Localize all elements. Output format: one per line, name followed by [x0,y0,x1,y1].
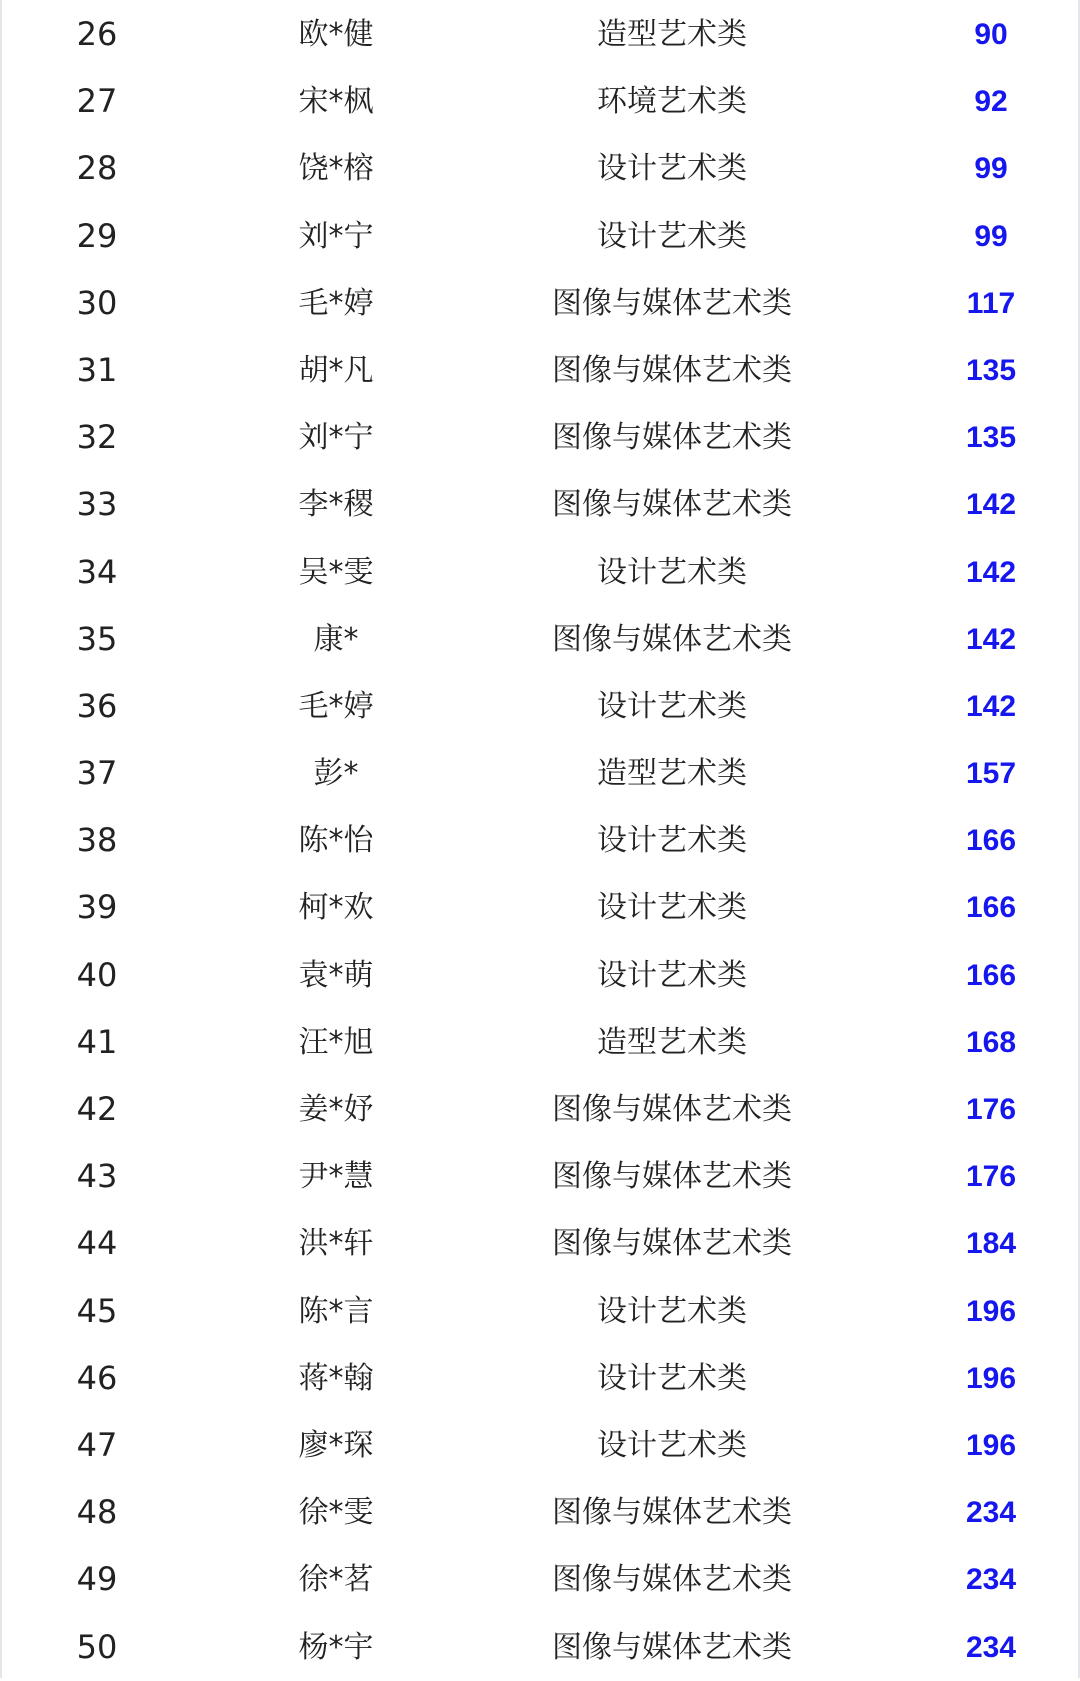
student-name-cell: 康* [313,621,359,657]
row-number-cell: 27 [76,82,118,121]
table-row [0,1412,1080,1479]
number-cell: 117 [966,286,1016,320]
student-name-cell: 柯*欢 [298,890,374,926]
row-number-cell: 35 [76,619,118,658]
category-cell: 造型艺术类 [597,1024,747,1060]
student-name-cell: 欧*健 [298,17,374,52]
row-number-cell: 43 [76,1157,118,1196]
row-number-cell: 29 [76,216,118,255]
number-cell: 166 [965,824,1017,858]
number-cell: 234 [965,1563,1017,1597]
row-number-cell: 45 [76,1291,118,1330]
table-row [0,1479,1080,1546]
row-number-cell: 50 [76,1627,118,1666]
row-number-cell: 48 [76,1493,118,1532]
student-name-cell: 陈*怡 [298,823,374,859]
row-number-cell: 31 [76,350,118,389]
student-name-cell: 胡*凡 [298,352,374,388]
category-cell: 图像与媒体艺术类 [552,420,792,456]
student-name-cell: 毛*婷 [298,285,374,321]
student-name-cell: 宋*枫 [298,84,374,120]
category-cell: 设计艺术类 [597,890,747,926]
student-name-cell: 徐*茗 [298,1562,374,1598]
number-cell: 168 [965,1025,1017,1059]
category-cell: 造型艺术类 [597,756,747,792]
table-row [0,807,1080,874]
table-row [0,1614,1080,1681]
student-name-cell: 毛*婷 [298,688,374,724]
student-name-cell: 刘*宁 [298,420,374,456]
table-row [0,1143,1080,1210]
row-number-cell: 40 [76,955,118,994]
category-cell: 设计艺术类 [597,554,747,590]
category-cell: 图像与媒体艺术类 [552,352,792,388]
table-row [0,740,1080,807]
number-cell: 135 [965,421,1017,455]
table-row [0,874,1080,941]
row-number-cell: 36 [76,686,118,725]
category-cell: 图像与媒体艺术类 [552,1629,792,1665]
table-row [0,1546,1080,1613]
number-cell: 196 [965,1428,1017,1462]
row-number-cell: 32 [76,418,118,457]
row-number-cell: 47 [76,1425,118,1464]
table-row [0,673,1080,740]
student-name-cell: 洪*轩 [298,1226,374,1262]
row-number-cell: 42 [76,1090,118,1128]
table-row [0,1076,1080,1143]
category-cell: 图像与媒体艺术类 [552,1159,792,1195]
number-cell: 166 [965,891,1017,925]
table-row [0,1345,1080,1412]
number-cell: 99 [974,219,1008,253]
number-cell: 184 [965,1227,1017,1261]
student-name-cell: 彭* [313,756,359,792]
category-cell: 图像与媒体艺术类 [552,487,792,523]
table-row [0,68,1080,135]
number-cell: 135 [965,353,1017,387]
student-name-cell: 蒋*翰 [298,1360,374,1396]
number-cell: 234 [965,1630,1017,1664]
table-row [0,606,1080,673]
number-cell: 166 [965,958,1017,992]
category-cell: 设计艺术类 [597,1427,747,1463]
student-name-cell: 饶*榕 [298,151,374,187]
row-number-cell: 46 [76,1358,118,1397]
category-cell: 设计艺术类 [597,957,747,993]
row-number-cell: 26 [76,15,118,53]
row-number-cell: 33 [76,485,118,524]
student-name-cell: 袁*萌 [298,957,374,993]
table-row [0,203,1080,270]
row-number-cell: 34 [76,552,118,591]
row-number-cell: 38 [76,821,118,860]
ranking-table [0,1,1080,1681]
student-name-cell: 尹*慧 [298,1159,374,1195]
category-cell: 设计艺术类 [597,1293,747,1329]
category-cell: 图像与媒体艺术类 [552,621,792,657]
category-cell: 设计艺术类 [597,218,747,254]
number-cell: 99 [974,152,1008,186]
row-number-cell: 37 [76,754,118,793]
student-name-cell: 杨*宇 [298,1629,374,1665]
category-cell: 图像与媒体艺术类 [552,1495,792,1531]
table-row [0,471,1080,538]
number-cell: 142 [965,622,1017,656]
table-row [0,942,1080,1009]
category-cell: 环境艺术类 [597,84,747,120]
row-number-cell: 41 [76,1022,118,1061]
student-name-cell: 陈*言 [298,1293,374,1329]
category-cell: 设计艺术类 [597,1360,747,1396]
number-cell: 234 [965,1496,1017,1530]
student-name-cell: 李*稷 [298,487,374,523]
category-cell: 设计艺术类 [597,151,747,187]
row-number-cell: 30 [76,283,118,322]
category-cell: 图像与媒体艺术类 [552,1562,792,1598]
table-row [0,1278,1080,1345]
category-cell: 设计艺术类 [597,823,747,859]
table-row [0,1,1080,68]
row-number-cell: 39 [76,888,118,927]
student-name-cell: 廖*琛 [298,1427,374,1463]
number-cell: 142 [965,555,1017,589]
number-cell: 196 [965,1294,1017,1328]
number-cell: 196 [965,1361,1017,1395]
number-cell: 142 [965,689,1017,723]
category-cell: 设计艺术类 [597,688,747,724]
table-row [0,539,1080,606]
row-number-cell: 49 [76,1560,118,1599]
table-row [0,270,1080,337]
table-row [0,1210,1080,1277]
student-name-cell: 汪*旭 [298,1024,374,1060]
table-row [0,404,1080,471]
number-cell: 92 [974,85,1008,119]
category-cell: 图像与媒体艺术类 [552,1226,792,1262]
category-cell: 图像与媒体艺术类 [552,285,792,321]
number-cell: 176 [965,1093,1017,1126]
category-cell: 图像与媒体艺术类 [552,1092,792,1127]
student-name-cell: 吴*雯 [298,554,374,590]
category-cell: 造型艺术类 [597,17,747,52]
table-row [0,337,1080,404]
student-name-cell: 刘*宁 [298,218,374,254]
row-number-cell: 44 [76,1224,118,1263]
number-cell: 176 [965,1160,1017,1194]
table-row [0,1009,1080,1076]
student-name-cell: 姜*妤 [298,1092,374,1127]
student-name-cell: 徐*雯 [298,1495,374,1531]
number-cell: 90 [974,18,1008,51]
number-cell: 157 [965,757,1017,791]
table-row [0,135,1080,202]
number-cell: 142 [965,488,1017,522]
row-number-cell: 28 [76,149,118,188]
